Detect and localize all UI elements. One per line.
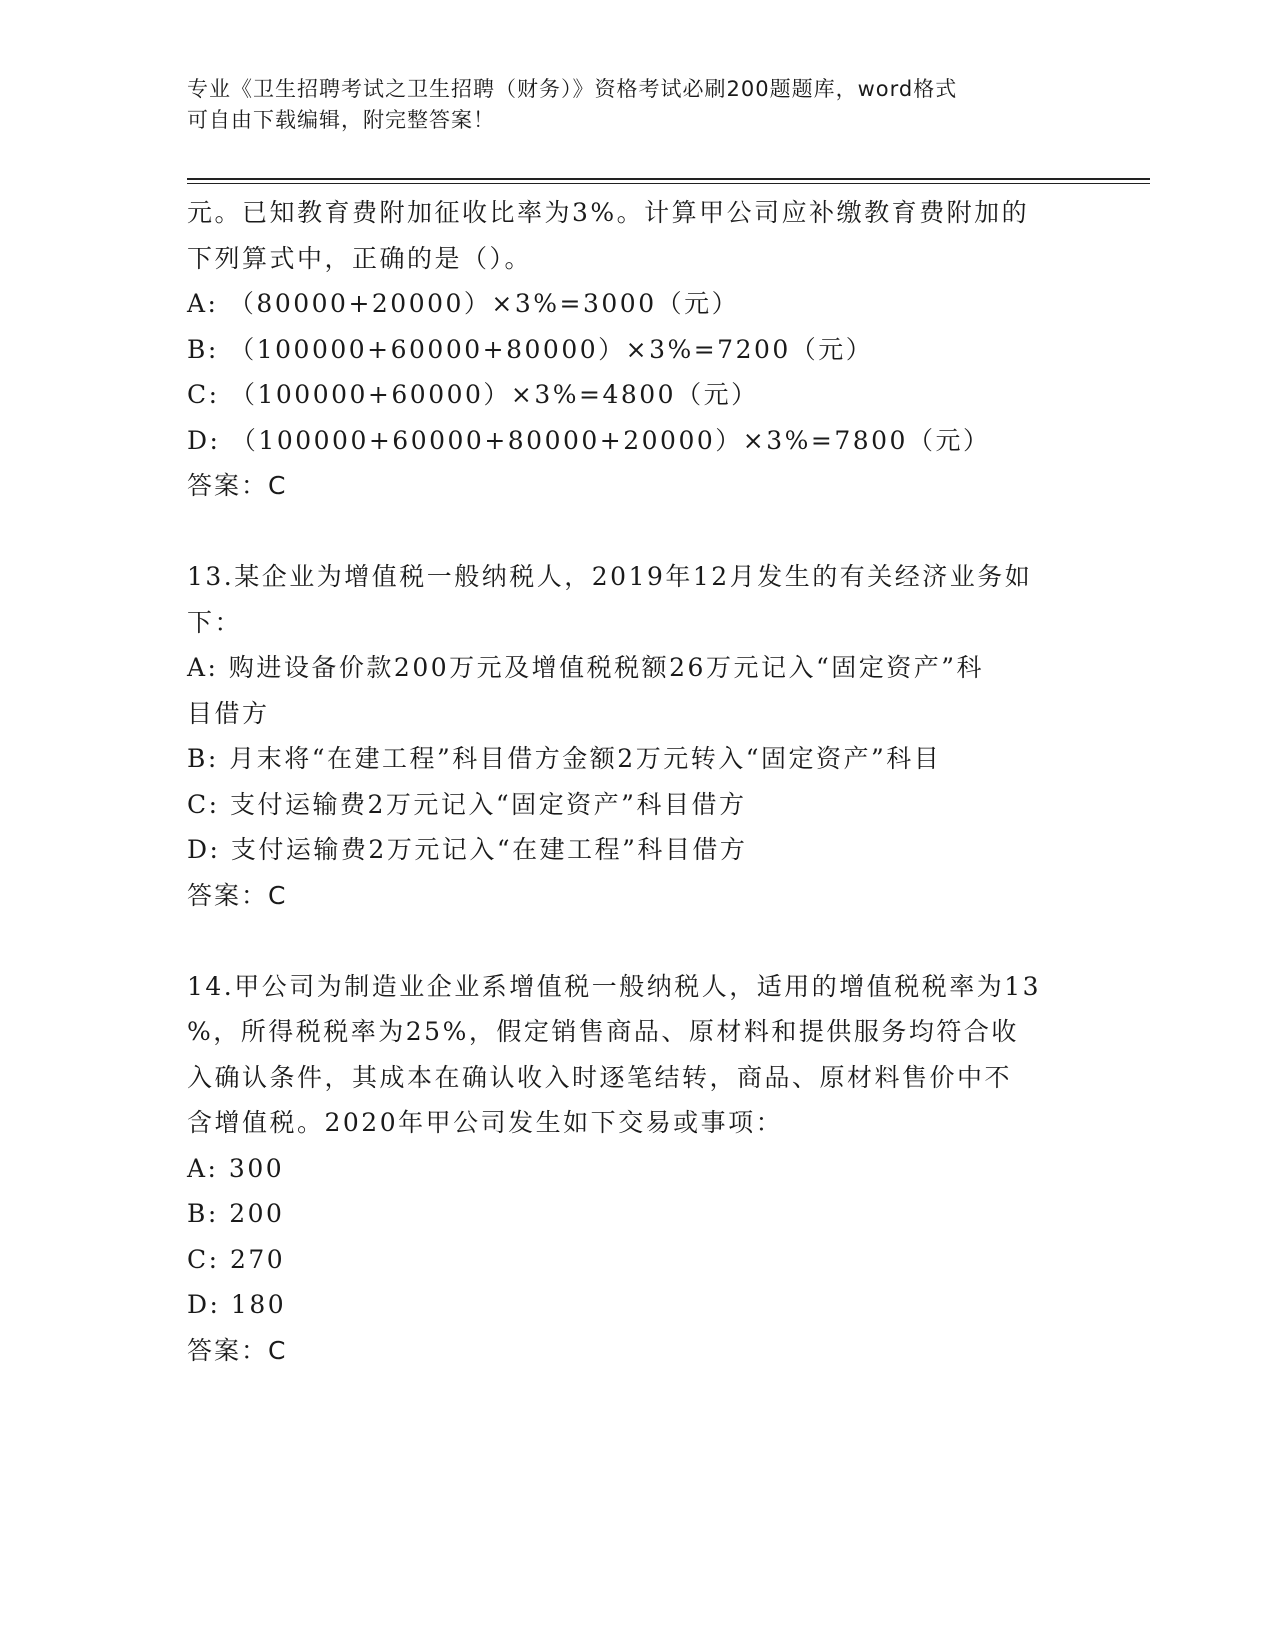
answer-line: 答案：C	[187, 1335, 288, 1365]
question-14	[187, 964, 1087, 1374]
question-stem-line: 下列算式中，正确的是（）。	[187, 243, 533, 273]
question-stem-line: 14.甲公司为制造业企业系增值税一般纳税人，适用的增值税税率为13	[187, 971, 1042, 1001]
question-stem-line: %，所得税税率为25%，假定销售商品、原材料和提供服务均符合收	[187, 1017, 1019, 1046]
header-title-line-1: 专业《卫生招聘考试之卫生招聘（财务）》资格考试必刷200题题库，word格式	[187, 77, 958, 101]
spacer	[187, 509, 1087, 555]
spacer	[187, 918, 1087, 964]
answer-line: 答案：C	[187, 880, 288, 910]
option-c: C: （100000+60000）×3%=4800（元）	[187, 380, 759, 409]
option-c: C: 支付运输费2万元记入“固定资产”科目借方	[187, 789, 747, 819]
document-body	[187, 190, 1087, 1373]
question-12	[187, 190, 1087, 509]
option-d: D: （100000+60000+80000+20000）×3%=7800（元）	[187, 425, 991, 455]
question-13	[187, 554, 1087, 918]
option-a: A: （80000+20000）×3%=3000（元）	[187, 289, 740, 318]
header-title-line-2: 可自由下载编辑，附完整答案！	[187, 108, 495, 132]
question-stem-line: 下：	[187, 607, 243, 637]
document-header	[187, 74, 1067, 136]
option-b: B: （100000+60000+80000）×3%=7200（元）	[187, 334, 874, 364]
option-a-continued: 目借方	[187, 698, 270, 728]
header-divider	[187, 178, 1150, 184]
option-b: B: 200	[187, 1199, 285, 1228]
option-b: B: 月末将“在建工程”科目借方金额2万元转入“固定资产”科目	[187, 744, 942, 773]
option-c: C: 270	[187, 1244, 286, 1274]
question-stem-line: 入确认条件，其成本在确认收入时逐笔结转，商品、原材料售价中不	[187, 1062, 1013, 1092]
option-a: A: 购进设备价款200万元及增值税税额26万元记入“固定资产”科	[187, 653, 985, 682]
option-a: A: 300	[187, 1153, 285, 1183]
question-stem-line: 13.某企业为增值税一般纳税人，2019年12月发生的有关经济业务如	[187, 562, 1033, 591]
option-d: D: 支付运输费2万元记入“在建工程”科目借方	[187, 835, 748, 864]
option-d: D: 180	[187, 1290, 287, 1319]
question-stem-line: 元。已知教育费附加征收比率为3%。计算甲公司应补缴教育费附加的	[187, 198, 1030, 227]
question-stem-line: 含增值税。2020年甲公司发生如下交易或事项：	[187, 1108, 784, 1137]
answer-line: 答案：C	[187, 471, 288, 500]
